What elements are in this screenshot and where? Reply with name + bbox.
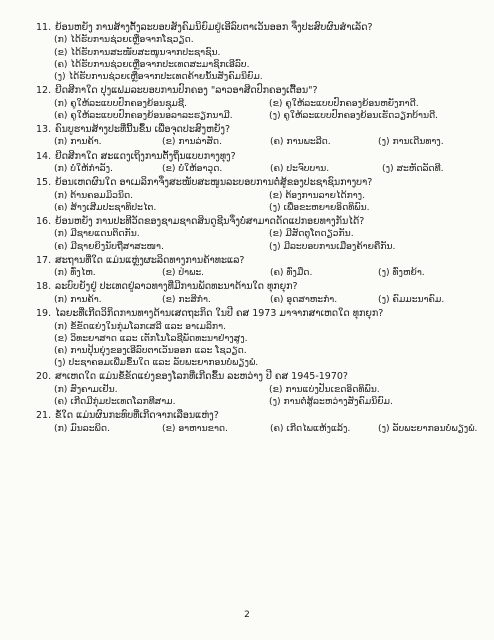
option-row bbox=[54, 110, 484, 122]
option-row bbox=[54, 396, 484, 408]
answer-options bbox=[36, 423, 484, 435]
question-text: ຍີດສີກາໃດ ສະແດງເຖິງການຕັ້ງຖິ່ນແບບກາງທຸງ? bbox=[55, 150, 236, 162]
answer-option: (ຂ) ຄູໃຫ້ລະແບບປົກຄອງຍ້ອນຫຍັງກາດີ. bbox=[269, 97, 419, 109]
question-item bbox=[36, 124, 484, 149]
answer-option: (ຂ) ໄດ້ຮັບການສະໜັບສະໜູນຈາກປະຊາຊົນ. bbox=[54, 46, 221, 58]
answer-option: (ກ) ບໍ່ໃຫ້ກຳລັງ. bbox=[54, 163, 113, 175]
question-item bbox=[36, 308, 484, 369]
answer-option: (ກ) ການຄ້າ. bbox=[54, 136, 102, 148]
question-text-line bbox=[36, 216, 484, 228]
option-row bbox=[54, 294, 484, 306]
question-number: 19. bbox=[36, 308, 52, 320]
question-text-line bbox=[36, 308, 484, 320]
answer-option: (ງ) ລັບພະຍາກອນບໍ່ພຽງພໍ. bbox=[378, 422, 478, 434]
question-number: 11. bbox=[36, 22, 52, 33]
question-text-line bbox=[36, 255, 484, 267]
answer-option: (ງ) ການຕໍ່ສູ້ລະຫວ່າງສັງຄົມນິຍົມ. bbox=[269, 395, 393, 407]
question-number: 17. bbox=[36, 254, 52, 266]
question-text: ຂໍ້ໃດ ແມ່ນຜົນກະທົບທີ່ເກີດຈາກເລືອນແຫ່ງ? bbox=[55, 410, 219, 422]
answer-option: (ຂ) ປ່າພະ. bbox=[162, 267, 205, 279]
answer-options bbox=[36, 267, 484, 279]
question-text: ລະບົບຍັງຢູ່ ປະເທດຢູ່ລາວທາງທີ່ມີການພັດທະນາດ້ານໃດ ທຸກຍຸກ? bbox=[55, 281, 298, 293]
answer-option: (ຂ) ບໍ່ໃຫ້ອາວຸດ. bbox=[162, 163, 223, 175]
option-row bbox=[54, 163, 484, 175]
answer-options bbox=[36, 321, 484, 370]
answer-option: (ງ) ທົ່ງຫຍ້າ. bbox=[378, 267, 425, 279]
answer-option: (ງ) ມີລະບອບການເມືອງຄ້າຍຄືກັນ. bbox=[269, 240, 396, 252]
answer-option: (ກ) ການຄ້າ. bbox=[54, 293, 102, 305]
answer-option: (ກ) ຂໍ້ຂັດແຍ່ງໃນກຸ່ມໂລກເສລີ ແລະ ອາເມລິກາ. bbox=[54, 320, 226, 332]
question-text: ຍ້ອນເຫດຜົນໃດ ອາເມລິກາຈຶ່ງສະໜັບສະໜູນລະບອບການຕໍ່ສູ້ຂອງປະຊາຊົນກາງບາ? bbox=[55, 177, 373, 189]
answer-option: (ຄ) ເກີດໄພແຫ້ງແລ້ງ. bbox=[270, 422, 351, 434]
question-item bbox=[36, 216, 484, 253]
question-item bbox=[36, 151, 484, 176]
question-number: 14. bbox=[36, 150, 52, 162]
question-text-line bbox=[36, 151, 484, 163]
answer-option: (ຄ) ໄດ້ຮັບການຊ່ວຍເຫຼືອຈາກປະເທດສະມາຊິກເອີລົບ. bbox=[54, 58, 250, 70]
option-row bbox=[54, 241, 484, 253]
answer-option: (ງ) ສະຫັດລັດທີ. bbox=[382, 163, 444, 175]
question-text-line bbox=[36, 177, 484, 189]
answer-options bbox=[36, 384, 484, 408]
answer-option: (ງ) ເພື່ອຂະຫຍາຍອິດທິພົນ. bbox=[269, 201, 370, 213]
answer-option: (ຄ) ມີຊາຍຍິງນັບຖືສາສະໜາ. bbox=[54, 240, 164, 252]
question-item bbox=[36, 177, 484, 214]
answer-option: (ງ) ຄູໃຫ້ລະແບບປົກຄອງຍ້ອນເຮັດວຽກບ້ານດີ. bbox=[269, 109, 439, 121]
question-text-line bbox=[36, 22, 484, 34]
question-number: 15. bbox=[36, 177, 52, 189]
answer-option: (ຄ) ເກີດມີກຸ່ມປະເທດໂລກທີສາມ. bbox=[54, 395, 176, 407]
question-text-line bbox=[36, 410, 484, 422]
question-text: ສະຖານທີ່ໃດ ແມ່ນແຫຼ່ງຜະລິດທາງການຄ້າທະແລ? bbox=[55, 254, 245, 266]
question-text: ໄລຍະທີ່ເກີດວິກິດການທາງດ້ານເສດຖະກິດ ໃນປີ ຄສ 1973 ມາຈາກສາເຫດໃດ ທຸກຍຸກ? bbox=[55, 308, 384, 320]
answer-option: (ຂ) ການແບ່ງປັນເຂດອິດທິພົນ. bbox=[269, 383, 380, 395]
answer-option: (ກ) ມີຊາຍແດນຕິດກັນ. bbox=[54, 228, 140, 240]
answer-option: (ງ) ຄົມມະນາຄົມ. bbox=[378, 293, 445, 305]
question-text: ຍ້ອນຫຍັງ ການປະທີວັດຂອງຊາມຊາດສິນດູຊີນຈຶ່ງບໍ່ສາມາດດັດແປກອຍທາງກັນໄດ້? bbox=[55, 216, 365, 228]
answer-option: (ຄ) ການປຸ້ນຍຸ່ງຂອງເອີລົບຕາເວັນອອກ ແລະ ໂຊວຽດ. bbox=[54, 344, 247, 356]
answer-option: (ຄ) ທົ່ງມືດ. bbox=[270, 267, 313, 279]
question-text: ສາເຫດໃດ ແມ່ນຂໍ້ຂັດແຍ່ງຂອງໂລກທີ່ເກີດຂຶ້ນ ລະຫວ່າງ ປີ ຄສ 1945-1970? bbox=[55, 371, 348, 383]
answer-options bbox=[36, 163, 484, 175]
page-number: 2 bbox=[244, 610, 250, 620]
question-number: 18. bbox=[36, 281, 52, 293]
question-number: 21. bbox=[36, 410, 52, 422]
question-item bbox=[36, 410, 484, 435]
question-item bbox=[36, 281, 484, 306]
answer-option: (ຂ) ວິທະຍາສາດ ແລະ ເຕັກໂນໂລຊີພັດທະນາຢ່າງສູງ. bbox=[54, 332, 248, 344]
question-text-line bbox=[36, 124, 484, 136]
question-number: 13. bbox=[36, 124, 52, 136]
option-row bbox=[54, 267, 484, 279]
answer-options bbox=[36, 98, 484, 122]
answer-options bbox=[36, 228, 484, 252]
question-item bbox=[36, 85, 484, 122]
answer-options bbox=[36, 34, 484, 83]
answer-option: (ຂ) ຕ້ອງການລາຍໄດ້ກາງ. bbox=[269, 189, 366, 201]
option-row bbox=[54, 190, 484, 202]
answer-option: (ງ) ໄດ້ຮັບການຊ່ວຍເຫຼືອຈາກປະເທດຄ້າຍນັ້ນສັງຄົມນິຍົມ. bbox=[54, 71, 263, 83]
question-number: 20. bbox=[36, 371, 52, 383]
question-text: ຍີດສີກາໃດ ປຸງແຟມລະບອບການປົກຄອງ "ລາວອາສີດປົກຄອງເຕື້ອນ"? bbox=[55, 85, 318, 97]
question-item bbox=[36, 255, 484, 280]
answer-options bbox=[36, 136, 484, 148]
answer-option: (ກ) ມົນລະພິດ. bbox=[54, 422, 110, 434]
question-item bbox=[36, 371, 484, 408]
question-text-line bbox=[36, 371, 484, 383]
answer-option: (ຄ) ປະຈົບບານ. bbox=[270, 163, 330, 175]
option-row bbox=[54, 228, 484, 240]
question-number: 12. bbox=[36, 85, 52, 97]
answer-options bbox=[36, 190, 484, 214]
option-row bbox=[54, 202, 484, 214]
answer-option: (ຄ) ການພະລີດ. bbox=[270, 136, 331, 148]
answer-option: (ຂ) ມີສັດຕູໂຕດຽວກັນ. bbox=[269, 228, 354, 240]
answer-option: (ກ) ສົງຄາມເຢັນ. bbox=[54, 383, 118, 395]
answer-option: (ຄ) ສ້າງເສີມປະຊາທິປະໄຕ. bbox=[54, 201, 157, 213]
answer-option: (ກ) ທົ່ງໄຫ. bbox=[54, 267, 96, 279]
answer-option: (ຄ) ອຸດສາຫະກຳ. bbox=[270, 293, 338, 305]
answer-option: (ກ) ໄດ້ຮັບການຊ່ວຍເຫຼືອຈາກໂຊວຽດ. bbox=[54, 34, 194, 46]
answer-option: (ງ) ປະຊາຄອມເພີ່ມຂຶ້ນໃດ ແລະ ລັບພະຍາກອນບໍ່ພຽງພໍ. bbox=[54, 357, 259, 369]
answer-options bbox=[36, 294, 484, 306]
question-text: ຄົນບູຮານສ້າງປະທີ່ນີ້ນຂຶ້ນ ເພື່ອຈຸດປະສົງຫຍັງ? bbox=[55, 124, 231, 136]
option-row bbox=[54, 423, 484, 435]
question-list bbox=[36, 22, 484, 437]
question-text-line bbox=[36, 281, 484, 293]
option-row bbox=[54, 98, 484, 110]
answer-option: (ງ) ການເດີນທາງ. bbox=[378, 136, 444, 148]
question-text: ຍ້ອນຫຍັງ ການສ້າງຕັ້ງລະບອບສັງຄົມນິຍົມຢູ່ເອີລົບຕາເວັນອອກ ຈຶ່ງປະສົບຜົນສຳເລັດ? bbox=[55, 22, 373, 33]
question-number: 16. bbox=[36, 216, 52, 228]
answer-option: (ຂ) ກະສິກຳ. bbox=[162, 293, 211, 305]
answer-option: (ຂ) ອາຫານຂາດ. bbox=[162, 422, 228, 434]
option-row bbox=[54, 136, 484, 148]
answer-option: (ກ) ຄູໃຫ້ລະແບບປົກຄອງຍ້ອນຊຸມຊີ. bbox=[54, 97, 187, 109]
question-text-line bbox=[36, 85, 484, 97]
question-item bbox=[36, 22, 484, 83]
answer-option: (ຄ) ຄູໃຫ້ລະແບບປົກຄອງຍ້ອນອລາລະຮຽກນາມີ. bbox=[54, 109, 233, 121]
option-row bbox=[54, 384, 484, 396]
answer-option: (ຂ) ການລ່າສັດ. bbox=[162, 136, 222, 148]
answer-option: (ກ) ຕ້ານຄອມມິວນິດ. bbox=[54, 189, 134, 201]
